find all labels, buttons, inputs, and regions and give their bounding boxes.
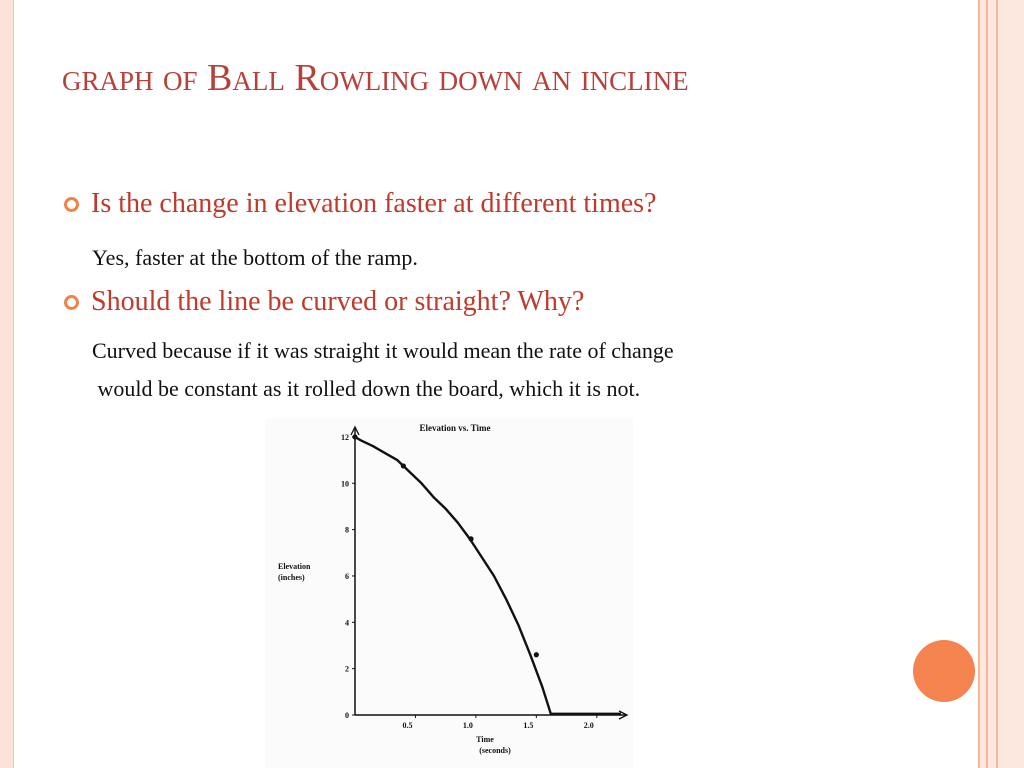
y-axis-unit: (inches) xyxy=(278,573,305,582)
series-line xyxy=(355,437,621,714)
decorative-circle xyxy=(913,640,975,702)
bullet-1-answer: Yes, faster at the bottom of the ramp. xyxy=(92,245,418,270)
bullet-1-text: Is the change in elevation faster at different times? xyxy=(91,188,657,219)
y-tick-label: 10 xyxy=(341,479,349,489)
y-tick-label: 0 xyxy=(345,711,349,720)
bullet-marker-icon xyxy=(64,197,79,212)
x-tick-label: 1.5 xyxy=(523,721,534,730)
data-point xyxy=(534,652,539,657)
data-point xyxy=(468,536,473,541)
x-tick-label: 0.5 xyxy=(402,721,413,730)
y-tick-label: 4 xyxy=(345,618,349,628)
chart-svg xyxy=(265,418,633,768)
slide-frame-left xyxy=(0,0,14,768)
y-tick-label: 12 xyxy=(341,432,349,442)
slide-frame-right-stripes xyxy=(976,0,1024,768)
data-point xyxy=(401,463,406,468)
x-tick-label: 1.0 xyxy=(462,721,473,730)
y-tick-label: 6 xyxy=(345,571,349,581)
y-tick-label: 8 xyxy=(345,525,349,535)
bullet-marker-icon xyxy=(64,295,79,310)
bullet-2 xyxy=(64,286,584,318)
bullet-2-text: Should the line be curved or straight? Why? xyxy=(91,286,585,317)
x-axis-label: Time xyxy=(476,735,494,744)
bullet-1 xyxy=(64,188,656,220)
slide-title: graph of Ball Rowling down an incline xyxy=(62,57,689,99)
bullet-2-answer-line-2: would be constant as it rolled down the board, which it is not. xyxy=(92,376,641,401)
x-tick-label: 2.0 xyxy=(583,721,594,730)
x-axis-unit: (seconds) xyxy=(479,746,511,755)
chart-title: Elevation vs. Time xyxy=(419,423,491,433)
elevation-chart xyxy=(265,418,633,768)
bullet-2-answer-line-1: Curved because if it was straight it would mean the rate of change xyxy=(92,338,674,363)
data-point xyxy=(352,434,357,439)
y-tick-label: 2 xyxy=(345,664,349,674)
y-axis-label: Elevation xyxy=(278,562,311,571)
